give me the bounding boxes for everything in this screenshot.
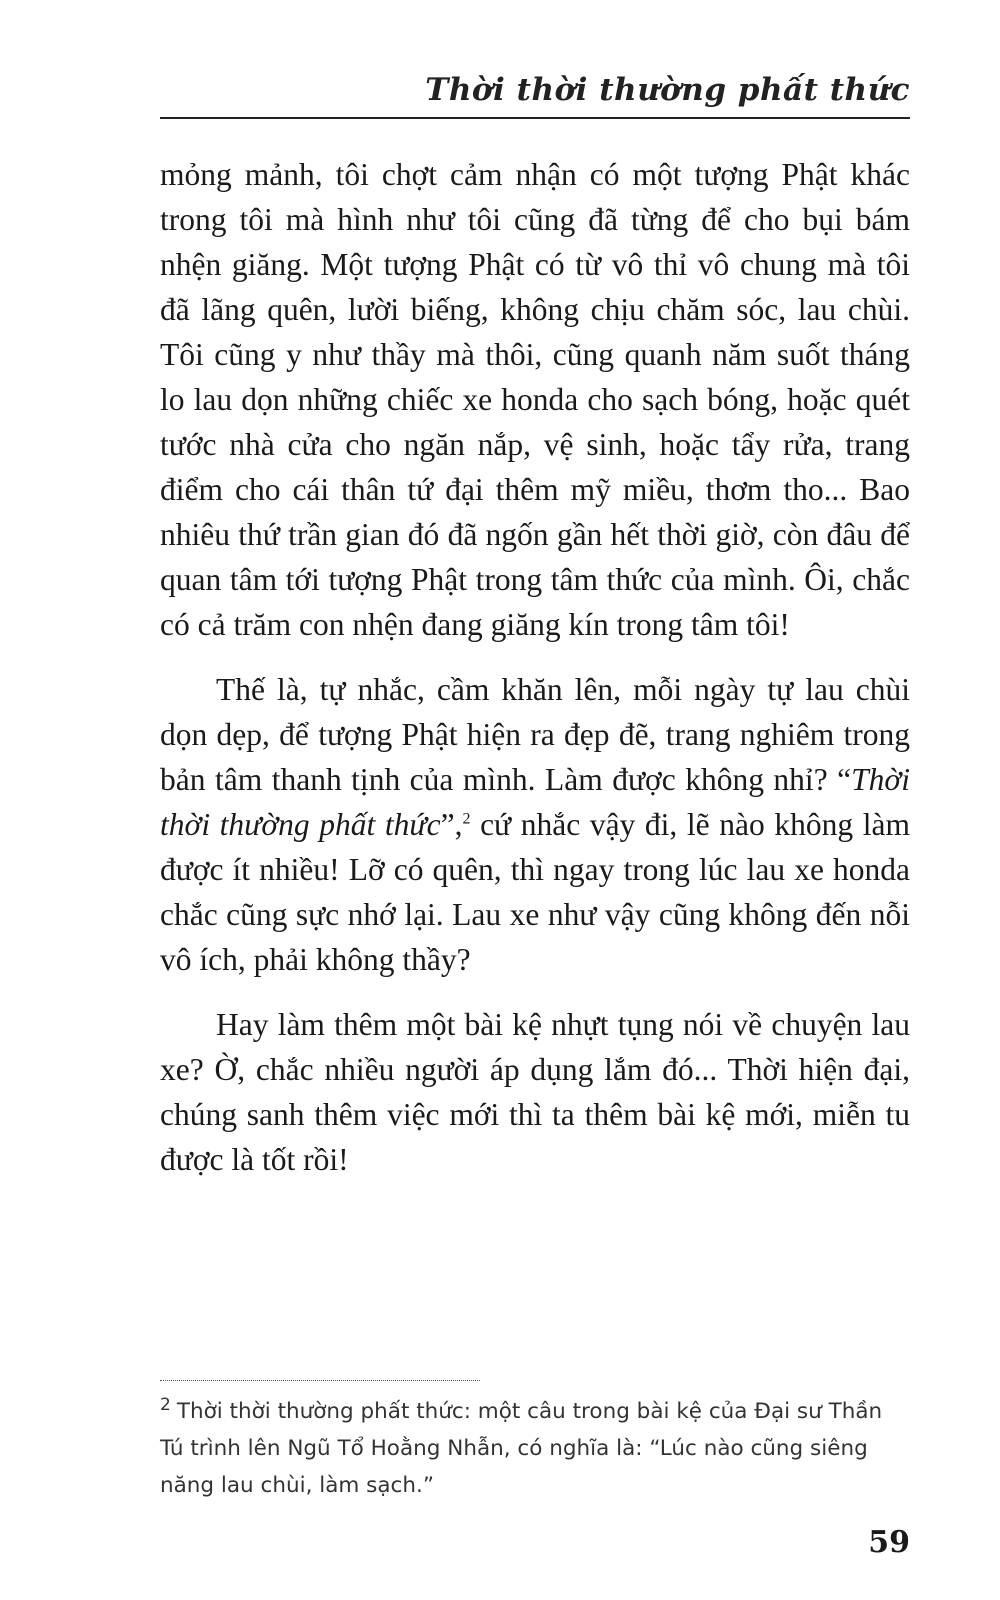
running-header-title: Thời thời thường phất thức [425, 72, 910, 108]
paragraph-1: mỏng mảnh, tôi chợt cảm nhận có một tượng Phật khác trong tôi mà hình như tôi cũng đã từng để cho bụi bám nhện giăng. Một tượng Phật có từ vô thỉ vô chung mà tôi đã lãng quên, lười biếng, không chịu chăm sóc, lau chùi. Tôi cũng y như thầy mà thôi, cũng quanh năm suốt tháng lo lau dọn những chiếc xe honda cho sạch bóng, hoặc quét tước nhà cửa cho ngăn nắp, vệ sinh, hoặc tẩy rửa, trang điểm cho cái thân tứ đại thêm mỹ miều, thơm tho... Bao nhiêu thứ trần gian đó đã ngốn gần hết thời giờ, còn đâu để quan tâm tới tượng Phật trong tâm thức của mình. Ôi, chắc có cả trăm con nhện đang giăng kín trong tâm tôi! [160, 157, 910, 642]
quoted-phrase: Thời thời thường phất thức [160, 762, 910, 842]
paragraph-3: Hay làm thêm một bài kệ nhựt tụng nói về chuyện lau xe? Ờ, chắc nhiều người áp dụng lắm đó... Thời hiện đại, chúng sanh thêm việc mới thì ta thêm bài kệ mới, miễn tu được là tốt rồi! [160, 1007, 910, 1177]
main-text [160, 152, 910, 1182]
footnote-marker: 2 [160, 1394, 171, 1415]
paragraph-2-text-after: cứ nhắc vậy đi, lẽ nào không làm được ít nhiều! Lỡ có quên, thì ngay trong lúc lau xe honda chắc cũng sực nhớ lại. Lau xe như vậy cũng không đến nỗi vô ích, phải không thầy? [160, 807, 910, 977]
footnote-text: Thời thời thường phất thức: một câu trong bài kệ của Đại sư Thần Tú trình lên Ngũ Tổ Hoằng Nhẫn, có nghĩa là: “Lúc nào cũng siêng năng lau chùi, làm sạch.” [160, 1399, 883, 1498]
footnote-reference[interactable]: 2 [462, 810, 471, 828]
footnote [160, 1393, 910, 1504]
header-rule [160, 117, 910, 119]
footnote-separator [160, 1380, 480, 1381]
paragraph-2-text-before: Thế là, tự nhắc, cầm khăn lên, mỗi ngày tự lau chùi dọn dẹp, để tượng Phật hiện ra đẹp đẽ, trang nghiêm trong bản tâm thanh tịnh của mình. Làm được không nhỉ? “ [160, 672, 910, 797]
page-number: 59 [868, 1525, 910, 1560]
quote-close: ”, [440, 807, 463, 842]
paragraph-2 [160, 667, 910, 982]
